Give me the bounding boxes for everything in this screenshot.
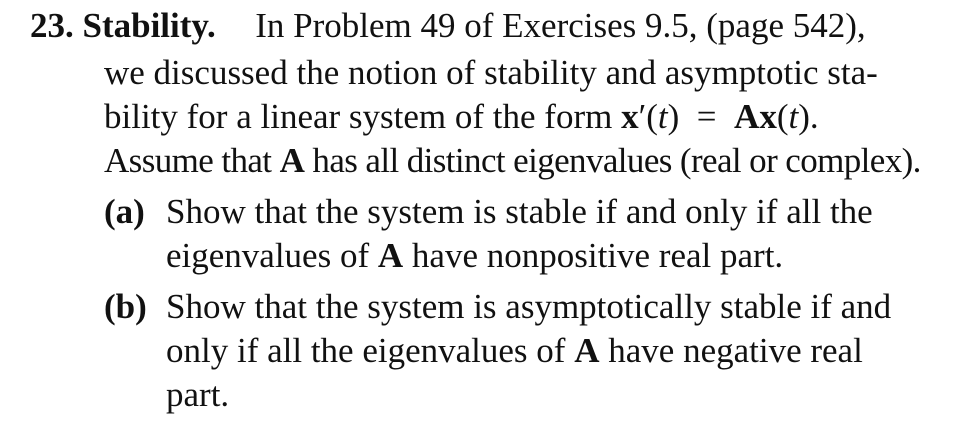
paren-open-2: (	[776, 97, 789, 136]
part-a-line-2-post: have nonpositive real part.	[411, 236, 784, 275]
part-b-line-2-post: have negative real	[608, 331, 863, 370]
matrix-A: A	[734, 97, 760, 136]
part-a-line-2-pre: eigenvalues of	[166, 236, 370, 275]
problem-text-line-4-post: has all distinct eigenvalues (real or complex).	[312, 141, 921, 180]
variable-t: t	[657, 97, 668, 136]
variable-t-2: t	[788, 97, 799, 136]
part-b-line-2	[166, 329, 918, 373]
problem-text-line-2	[104, 51, 918, 95]
part-b-line-3: part.	[166, 375, 230, 414]
part-a-label: (a)	[104, 192, 145, 231]
matrix-A-ref: A	[279, 141, 305, 180]
part-a-line-1	[166, 190, 918, 234]
prime-symbol: ′	[638, 97, 647, 136]
problem-text-line-4	[104, 139, 921, 183]
problem-text-line-4-pre: Assume that	[104, 141, 272, 180]
part-b-matrix-A: A	[574, 331, 600, 370]
paren-close-2: ).	[798, 97, 819, 136]
paren-close: )	[667, 97, 680, 136]
part-a-line-1-content: Show that the system is stable if and only if all the	[166, 192, 873, 231]
equation	[621, 97, 819, 136]
problem-heading-line	[30, 4, 918, 48]
part-b-line-1-content: Show that the system is asymptotically stable if and	[166, 287, 892, 326]
problem-text-line-1: In Problem 49 of Exercises 9.5, (page 542),	[255, 6, 866, 45]
part-b-label: (b)	[104, 287, 147, 326]
paren-open: (	[646, 97, 658, 136]
problem-title: Stability.	[82, 6, 216, 45]
equals-sign: =	[696, 97, 717, 136]
part-a-matrix-A: A	[377, 236, 404, 275]
problem-number: 23.	[30, 6, 74, 45]
problem-text-line-3-pre: bility for a linear system of the form	[104, 97, 613, 136]
problem-text-line-2-content: we discussed the notion of stability and asymptotic sta-	[104, 53, 878, 92]
problem-text-line-3	[104, 95, 918, 139]
part-a-line-2	[166, 234, 783, 278]
part-b-line-1	[166, 285, 918, 329]
part-b-line-2-pre: only if all the eigenvalues of	[166, 331, 566, 370]
vector-x-2: x	[759, 97, 777, 136]
vector-x: x	[621, 97, 639, 136]
